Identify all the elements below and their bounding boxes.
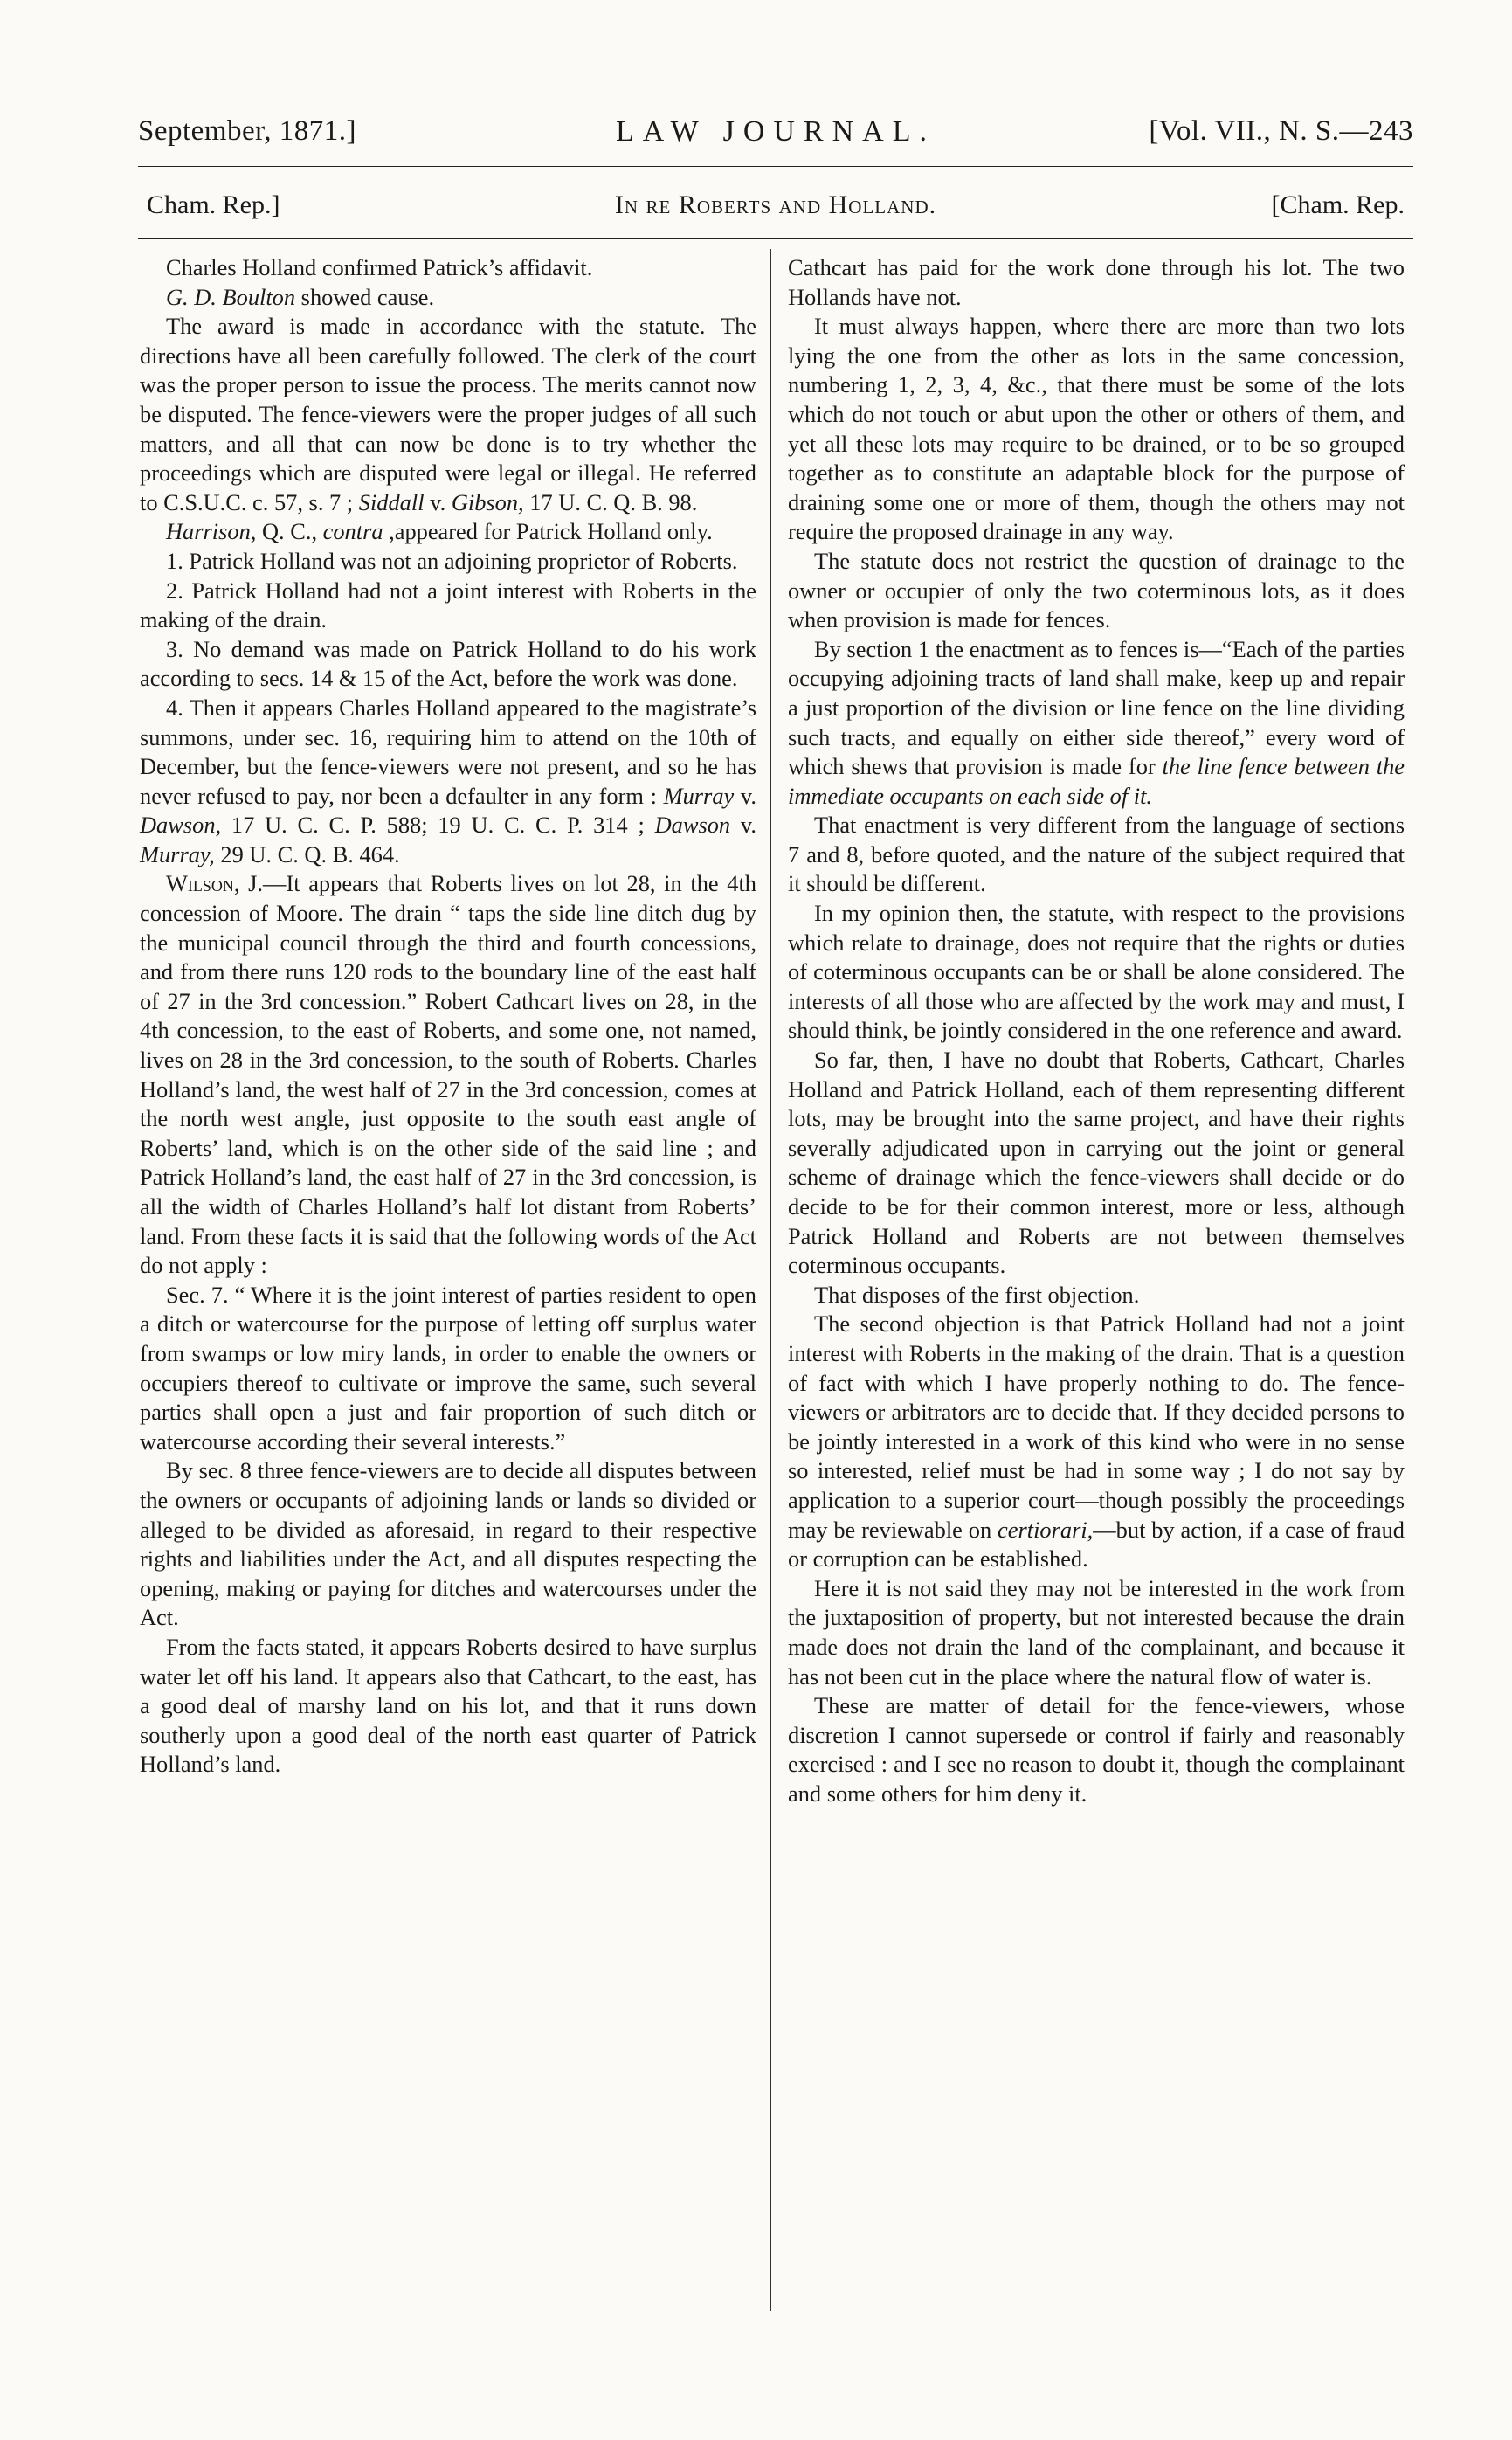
paragraph: It must always happen, where there are more than two lots lying the one from the other as lots in the same concession, numbering 1, 2, 3, 4, &c., that there must be some of the lots which do not touch or abut upon the other or others of them, and yet all these lots may require to be drained, or to be so grouped together as to constitute an adaptable block for the purpose of draining some one or more of them, though the others may not require the proposed drainage in any way. xyxy=(788,313,1405,545)
column-divider xyxy=(770,249,771,2311)
paragraph: In my opinion then, the statute, with respect to the provisions which relate to drainage, does not require that the rights or duties of coterminous occupants can be or shall be alone considered. The interests of all those who are affected by the work may and must, I should think, be jointly considered in the one reference and award. xyxy=(788,900,1405,1044)
header-rule xyxy=(138,166,1413,169)
paragraph: By section 1 the enactment as to fences is—“Each of the parties occupying adjoining tracts of land shall make, keep up and repair a just proportion of the division or line fence on the line dividing such tracts, and equally on either side thereof,” every word of which shews that provision is made for the line fence between the immediate occupants on each side of it. xyxy=(788,635,1405,809)
report-right: [Cham. Rep. xyxy=(1271,190,1405,219)
volume-page: [Vol. VII., N. S.—243 xyxy=(1149,115,1413,147)
issue-date: September, 1871.] xyxy=(138,115,357,147)
paragraph: The statute does not restrict the question of drainage to the owner or occupier of only the two coterminous lots, as it does when provision is made for fences. xyxy=(788,547,1405,633)
paragraph: From the facts stated, it appears Roberts desired to have surplus water let off his land. It appears also that Cathcart, to the east, has a good deal of marshy land on his lot, and that it runs down southerly upon a good deal of the north east quarter of Patrick Holland’s land. xyxy=(140,1633,756,1778)
paragraph: The award is made in accordance with the statute. The directions have all been carefully followed. The clerk of the court was the proper person to issue the process. The merits cannot now be disputed. The fence-viewers were the proper judges of all such matters, and all that can now be done is to try whether the proceedings which are disputed were legal or illegal. He referred to C.S.U.C. c. 57, s. 7 ; Siddall v. Gibson, 17 U. C. Q. B. 98. xyxy=(140,313,756,515)
paragraph: So far, then, I have no doubt that Roberts, Cathcart, Charles Holland and Patrick Holland, each of them representing different lots, may be brought into the same project, and have their rights severally adjudicated upon in carrying out the joint or general scheme of drainage which the fence-viewers shall decide or do decide to be for their common interest, more or less, although Patrick Holland and Roberts are not between themselves coterminous occupants. xyxy=(788,1047,1405,1279)
subheader-rule xyxy=(138,238,1413,239)
paragraph: G. D. Boulton showed cause. xyxy=(166,283,435,310)
paragraph: That disposes of the first objection. xyxy=(814,1281,1140,1308)
case-title: In re Roberts and Holland. xyxy=(614,190,937,219)
statute-quote: Sec. 7. “ Where it is the joint interest of parties resident to open a ditch or watercourse for the purpose of letting off surplus water from swamps or low miry lands, in order to enable the owners or occupiers thereof to cultivate or improve the same, such several parties shall open a just and fair proportion of such ditch or watercourse according their several interests.” xyxy=(140,1281,756,1455)
running-head xyxy=(138,115,1413,159)
journal-title: LAW JOURNAL. xyxy=(616,115,936,148)
paragraph: These are matter of detail for the fence-viewers, whose discretion I cannot supersede or control if fairly and reasonably exercised : and I see no reason to doubt it, though the complainant and some others for him deny it. xyxy=(788,1692,1405,1807)
paragraph: 1. Patrick Holland was not an adjoining proprietor of Roberts. xyxy=(166,547,738,574)
paragraph: 2. Patrick Holland had not a joint interest with Roberts in the making of the drain. xyxy=(140,577,756,633)
paragraph: Harrison, Q. C., contra ,appeared for Patrick Holland only. xyxy=(166,518,713,545)
section-head xyxy=(138,190,1413,229)
paragraph: Cathcart has paid for the work done through his lot. The two Hollands have not. xyxy=(788,254,1405,310)
paragraph: 4. Then it appears Charles Holland appeared to the magistrate’s summons, under sec. 16, requiring him to attend on the 10th of December, but the fence-viewers were not present, and so he has never refused to pay, nor been a defaulter in any form : Murray v. Dawson, 17 U. C. C. P. 588; 19 U. C. C. P. 314 ; Dawson v. Murray, 29 U. C. Q. B. 464. xyxy=(140,694,757,867)
paragraph: Here it is not said they may not be interested in the work from the juxtaposition of property, but not interested because the drain made does not drain the land of the complainant, and because it has not been cut in the place where the natural flow of water is. xyxy=(788,1574,1405,1690)
paragraph: The second objection is that Patrick Holland had not a joint interest with Roberts in the making of the drain. That is a question of fact with which I have properly nothing to do. The fence-viewers or arbitrators are to decide that. If they decided persons to be jointly interested in a work of this kind who were in no sense so interested, relief must be had in some way ; I do not say by application to a superior court—though possibly the proceedings may be reviewable on certiorari,—but by action, if a case of fraud or corruption can be established. xyxy=(788,1310,1405,1573)
paragraph: 3. No demand was made on Patrick Holland to do his work according to secs. 14 & 15 of the Act, before the work was done. xyxy=(140,635,756,692)
paragraph: Charles Holland confirmed Patrick’s affidavit. xyxy=(166,254,593,280)
right-column xyxy=(788,253,1405,1808)
report-left: Cham. Rep.] xyxy=(147,190,280,219)
paragraph: Wilson, J.—It appears that Roberts lives on lot 28, in the 4th concession of Moore. The drain “ taps the side line ditch dug by the municipal council through the third and fourth concessions, and from there runs 120 rods to the boundary line of the east half of 27 in the 3rd concession.” Robert Cathcart lives on 28, in the 4th concession, to the east of Roberts, and some one, not named, lives on 28 in the 3rd concession, to the south of Roberts. Charles Holland’s land, the west half of 27 in the 3rd concession, comes at the north west angle, just opposite to the south east angle of Roberts’ land, which is on the other side of the said line ; and Patrick Holland’s land, the east half of 27 in the 3rd concession, is all the width of Charles Holland’s half lot distant from Roberts’ land. From these facts it is said that the following words of the Act do not apply : xyxy=(140,870,756,1279)
left-column xyxy=(140,253,756,1780)
paragraph: By sec. 8 three fence-viewers are to decide all disputes between the owners or occupants of adjoining lands or lands so divided or alleged to be divided as aforesaid, in regard to their respective rights and liabilities under the Act, and all disputes respecting the opening, making or paying for ditches and watercourses under the Act. xyxy=(140,1457,756,1631)
paragraph: That enactment is very different from the language of sections 7 and 8, before quoted, and the nature of the subject required that it should be different. xyxy=(788,812,1405,897)
